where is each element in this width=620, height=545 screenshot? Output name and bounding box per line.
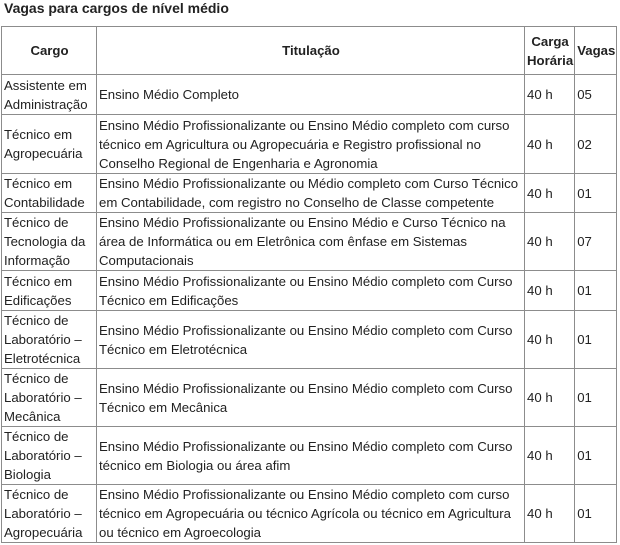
- table-header-row: [2, 27, 617, 75]
- header-vagas: Vagas: [575, 27, 617, 75]
- cell-cargo: Técnico de Tecnologia da Informação: [2, 213, 97, 271]
- cell-vagas: 01: [575, 271, 617, 311]
- cell-cargo: Técnico de Laboratório – Mecânica: [2, 369, 97, 427]
- cell-cargo: Técnico de Laboratório – Agropecuária: [2, 485, 97, 543]
- table-row: [2, 427, 617, 485]
- cell-vagas: 05: [575, 75, 617, 115]
- table-row: [2, 271, 617, 311]
- table-row: [2, 174, 617, 213]
- cell-titulacao: Ensino Médio Profissionalizante ou Ensino Médio completo com Curso Técnico em Edificações: [97, 271, 525, 311]
- cell-carga-horaria: 40 h: [525, 115, 575, 174]
- cell-cargo: Técnico em Agropecuária: [2, 115, 97, 174]
- cell-titulacao: Ensino Médio Profissionalizante ou Ensino Médio completo com Curso técnico em Biologia ou área afim: [97, 427, 525, 485]
- header-titulacao: Titulação: [97, 27, 525, 75]
- cell-vagas: 01: [575, 311, 617, 369]
- cell-vagas: 02: [575, 115, 617, 174]
- cell-titulacao: Ensino Médio Completo: [97, 75, 525, 115]
- table-row: [2, 369, 617, 427]
- cell-titulacao: Ensino Médio Profissionalizante ou Ensino Médio completo com Curso Técnico em Mecânica: [97, 369, 525, 427]
- table-row: [2, 311, 617, 369]
- cell-cargo: Técnico em Edificações: [2, 271, 97, 311]
- cell-carga-horaria: 40 h: [525, 174, 575, 213]
- cell-carga-horaria: 40 h: [525, 427, 575, 485]
- cell-titulacao: Ensino Médio Profissionalizante ou Ensino Médio completo com curso técnico em Agropecuária ou técnico Agrícola ou técnico em Agricultura ou técnico em Agroecologia: [97, 485, 525, 543]
- cell-vagas: 01: [575, 174, 617, 213]
- cell-vagas: 01: [575, 485, 617, 543]
- header-cargo: Cargo: [2, 27, 97, 75]
- cell-carga-horaria: 40 h: [525, 311, 575, 369]
- cell-vagas: 01: [575, 369, 617, 427]
- cell-titulacao: Ensino Médio Profissionalizante ou Médio completo com Curso Técnico em Contabilidade, com registro no Conselho de Classe competente: [97, 174, 525, 213]
- cell-carga-horaria: 40 h: [525, 271, 575, 311]
- cell-titulacao: Ensino Médio Profissionalizante ou Ensino Médio completo com curso técnico em Agricultura ou Agropecuária e Registro profissional no Conselho Regional de Engenharia e Agronomia: [97, 115, 525, 174]
- cell-carga-horaria: 40 h: [525, 213, 575, 271]
- table-row: [2, 485, 617, 543]
- cell-carga-horaria: 40 h: [525, 75, 575, 115]
- page-title: Vagas para cargos de nível médio: [4, 0, 229, 16]
- cell-carga-horaria: 40 h: [525, 369, 575, 427]
- cell-titulacao: Ensino Médio Profissionalizante ou Ensino Médio completo com Curso Técnico em Eletrotécnica: [97, 311, 525, 369]
- table-row: [2, 213, 617, 271]
- cell-carga-horaria: 40 h: [525, 485, 575, 543]
- cell-vagas: 07: [575, 213, 617, 271]
- vagas-table: [1, 26, 617, 543]
- cell-cargo: Assistente em Administração: [2, 75, 97, 115]
- table-row: [2, 75, 617, 115]
- cell-vagas: 01: [575, 427, 617, 485]
- cell-cargo: Técnico de Laboratório – Eletrotécnica: [2, 311, 97, 369]
- header-carga-horaria: Carga Horária: [525, 27, 575, 75]
- table-row: [2, 115, 617, 174]
- cell-cargo: Técnico em Contabilidade: [2, 174, 97, 213]
- cell-cargo: Técnico de Laboratório – Biologia: [2, 427, 97, 485]
- cell-titulacao: Ensino Médio Profissionalizante ou Ensino Médio e Curso Técnico na área de Informática ou em Eletrônica com ênfase em Sistemas Computacionais: [97, 213, 525, 271]
